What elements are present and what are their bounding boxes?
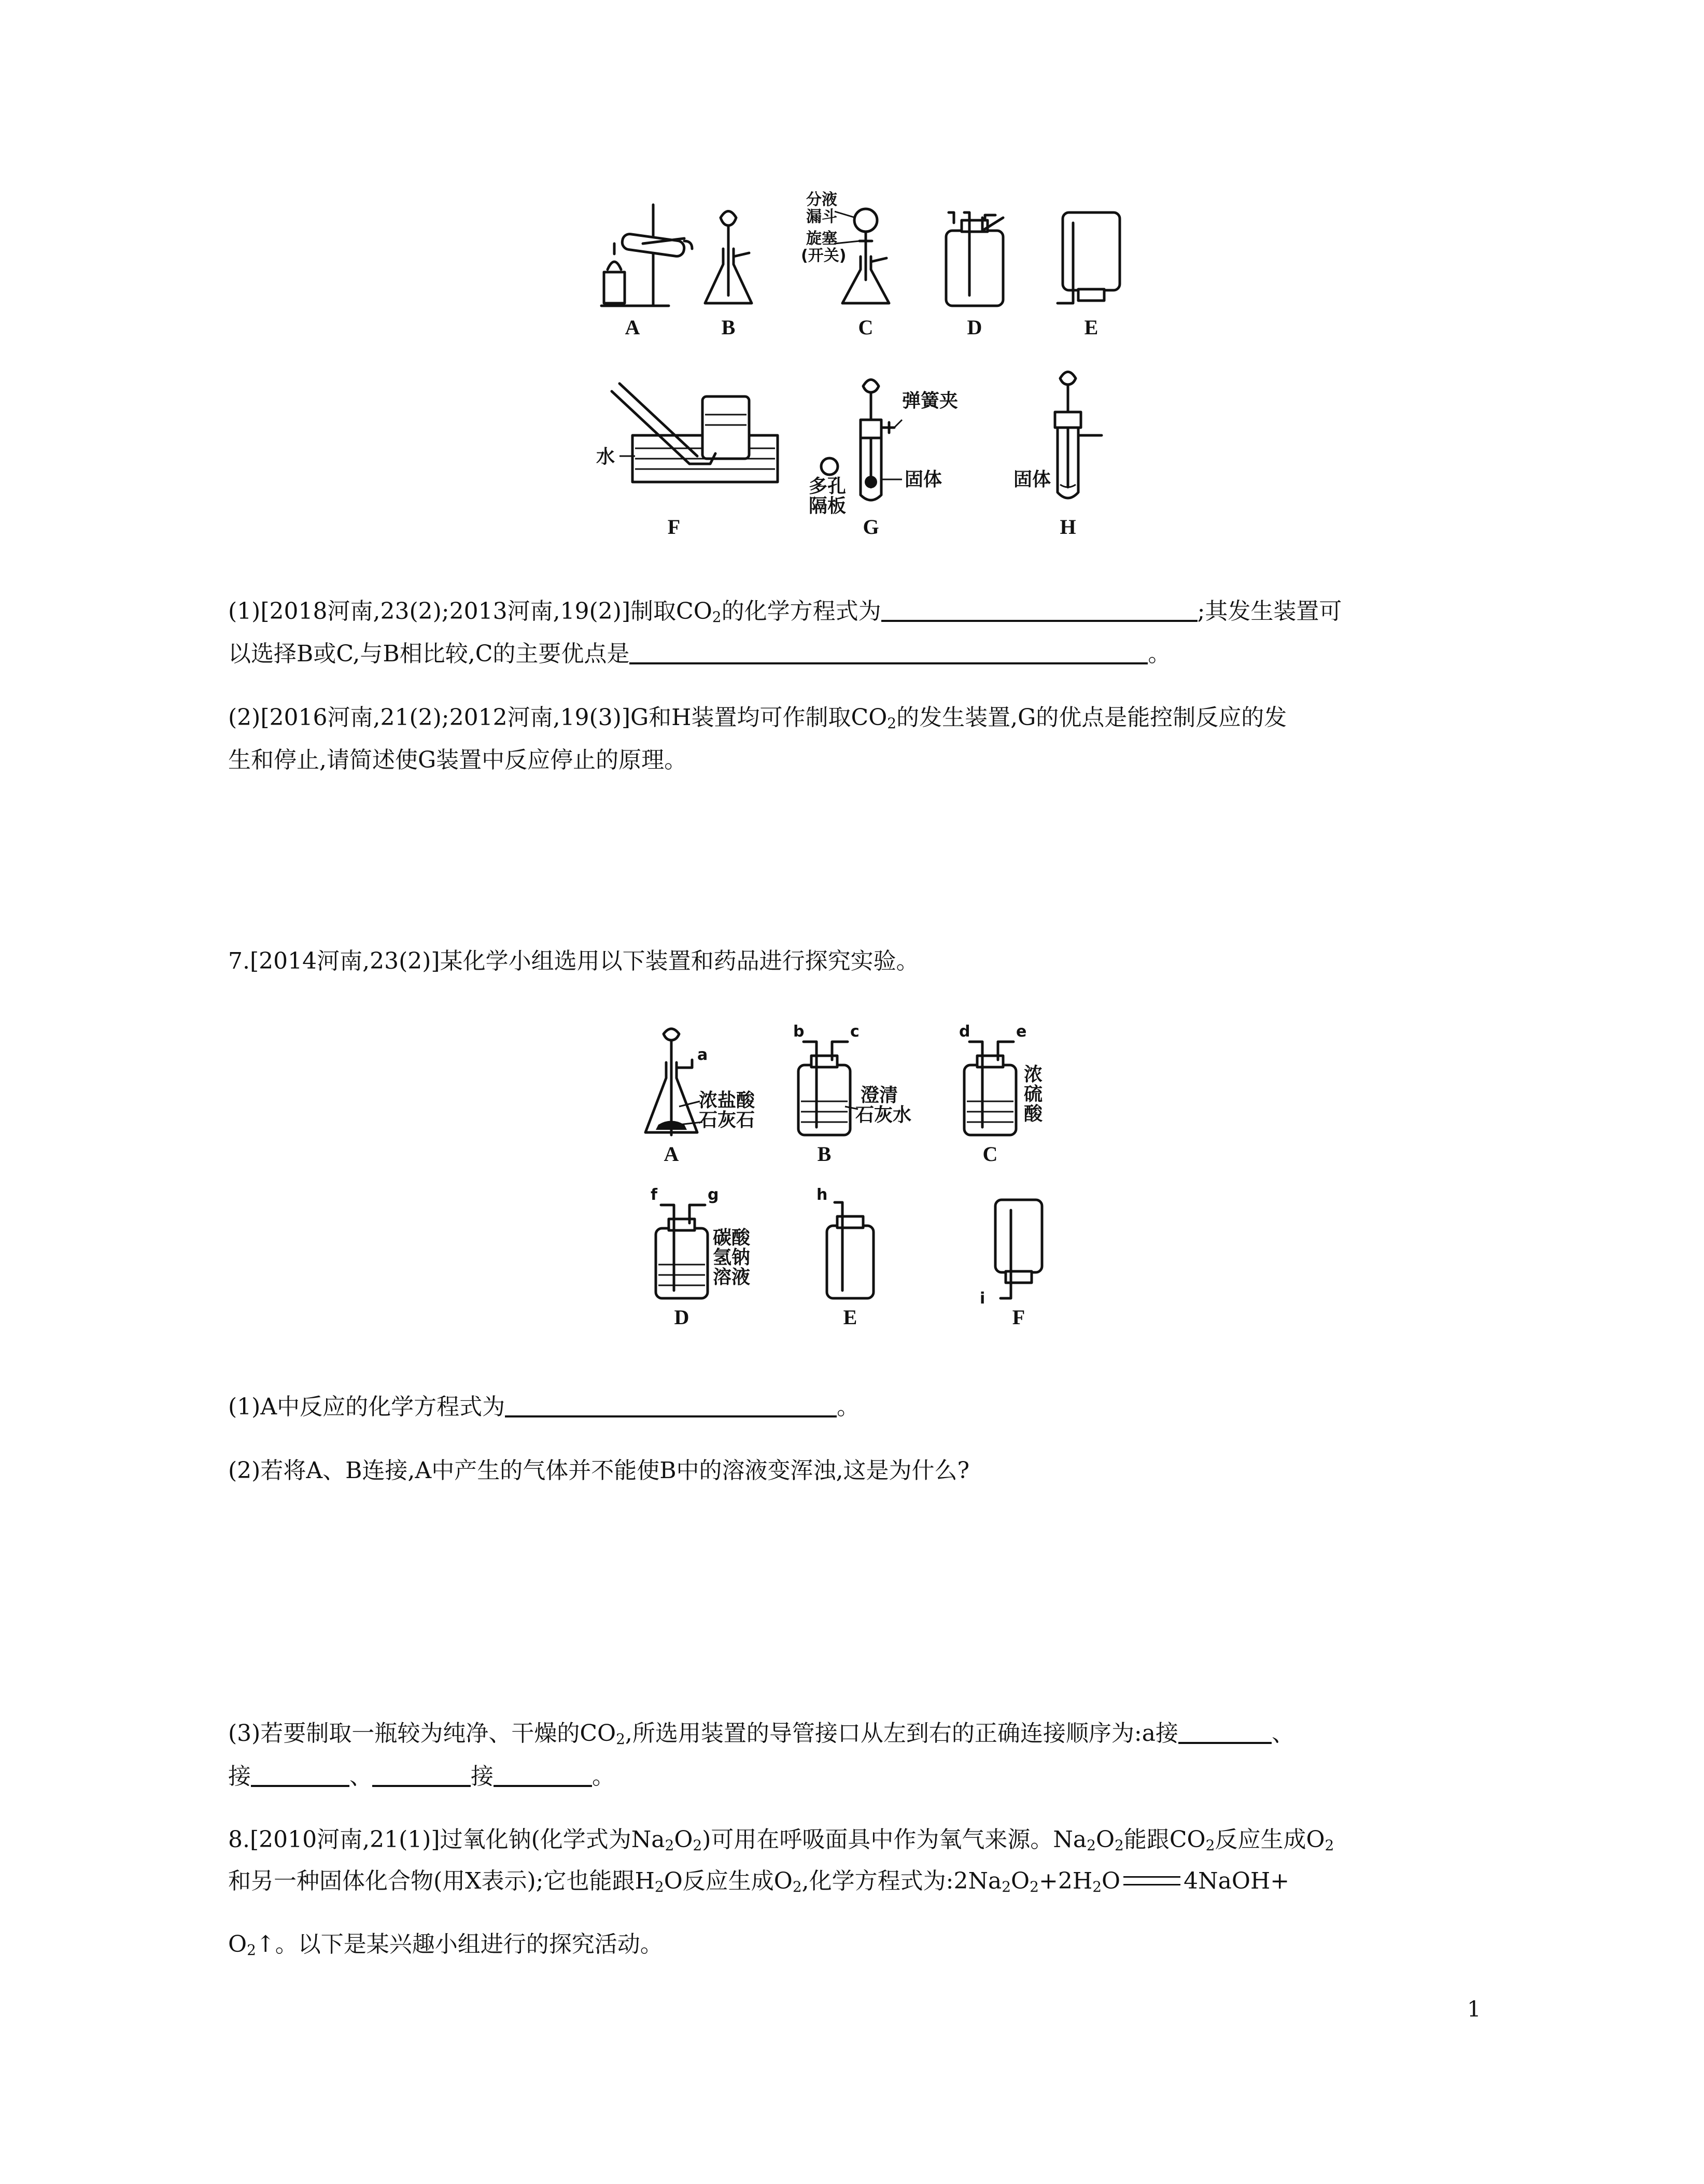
reagent-limewater-2: 石灰水 — [855, 1104, 912, 1126]
caption-b: B — [721, 316, 736, 339]
label-solid-h: 固体 — [1013, 469, 1051, 490]
reagent-hcl: 浓盐酸 — [699, 1090, 755, 1111]
reagent-h2so4-2: 硫 — [1024, 1084, 1043, 1105]
q7-apparatus-c — [959, 1023, 1043, 1166]
q8-line2: 和另一种固体化合物(用X表示);它也能跟$H_2O$反应生成$O_2$,化学方程式为$:2Na_2O_2+2H_2O$ 4NaOH+ — [228, 1868, 1290, 1895]
q8-line1: 8.[2010河南,21(1)]过氧化钠(化学式为$Na_2O_2$)可用在呼吸面具中作为氧气来源。$Na_2O_2$能跟$CO_2$反应生成$O_2$ — [228, 1826, 1334, 1854]
label-plate-1: 多孔 — [809, 476, 847, 497]
port-e: e — [1016, 1023, 1027, 1041]
apparatus-c — [801, 191, 889, 339]
apparatus-e — [1058, 212, 1120, 339]
q6-part1-line2: 以选择B或C,与B相比较,C的主要优点是 。 — [228, 641, 1171, 667]
caption-c: C — [858, 316, 874, 339]
caption-f: F — [667, 515, 681, 538]
reagent-limestone: 石灰石 — [699, 1110, 755, 1131]
caption-d: D — [967, 316, 982, 339]
label-stopcock-2: (开关) — [801, 247, 847, 265]
apparatus-f — [596, 384, 778, 538]
port-a: a — [697, 1046, 708, 1064]
q6-part2-line2: 生和停止,请简述使G装置中反应停止的原理。 — [228, 747, 687, 773]
apparatus-h — [1013, 372, 1102, 539]
q7-caption-a: A — [664, 1142, 679, 1166]
label-plate-2: 隔板 — [809, 495, 847, 517]
q6-answer-blank-2[interactable] — [629, 640, 1148, 664]
port-d: d — [959, 1023, 970, 1041]
reagent-nahco3-3: 溶液 — [713, 1267, 751, 1288]
q8-line3: $O_2↑$。以下是某兴趣小组进行的探究活动。 — [228, 1931, 663, 1959]
q7-caption-e: E — [843, 1306, 857, 1329]
q7-apparatus-e — [816, 1186, 874, 1329]
q6-part1-line1: (1)[2018河南,23(2);2013河南,19(2)]制取$CO_2$的化学方程式为 ;其发生装置可 — [228, 598, 1342, 626]
q6-part2-line1: (2)[2016河南,21(2);2012河南,19(3)]G和H装置均可作制取$CO_2$的发生装置,G的优点是能控制反应的发 — [228, 704, 1287, 732]
caption-a: A — [625, 316, 640, 339]
reagent-nahco3-2: 氢钠 — [713, 1247, 751, 1268]
q7-intro: 7.[2014河南,23(2)]某化学小组选用以下装置和药品进行探究实验。 — [228, 948, 919, 974]
q7-apparatus-f — [980, 1200, 1042, 1329]
q7-caption-f: F — [1012, 1306, 1025, 1329]
q7-answer-blank-1[interactable] — [505, 1393, 837, 1417]
label-stopcock-1: 旋塞 — [806, 230, 837, 248]
caption-e: E — [1084, 316, 1099, 339]
caption-g: G — [863, 515, 879, 538]
port-g: g — [708, 1186, 719, 1204]
label-funnel-2: 漏斗 — [806, 208, 837, 226]
label-solid-g: 固体 — [905, 469, 942, 490]
port-c: c — [850, 1023, 860, 1041]
reagent-h2so4-1: 浓 — [1024, 1064, 1043, 1085]
q6-answer-blank-1[interactable] — [881, 597, 1198, 622]
q7-apparatus-b — [793, 1023, 911, 1166]
label-water: 水 — [596, 446, 615, 467]
reagent-h2so4-3: 酸 — [1024, 1103, 1043, 1125]
page-number: 1 — [1467, 1996, 1481, 2022]
port-i: i — [980, 1289, 985, 1308]
q7-part3-line2: 接 、 接 。 — [228, 1763, 615, 1790]
port-f: f — [651, 1186, 658, 1204]
q7-caption-c: C — [982, 1142, 998, 1166]
apparatus-figure-2 — [638, 1024, 1094, 1347]
q7-apparatus-d — [651, 1186, 751, 1329]
label-funnel-1: 分液 — [806, 191, 837, 209]
q7-part3-line1: (3)若要制取一瓶较为纯净、干燥的$CO_2$,所选用装置的导管接口从左到右的正确连接顺序为:a接 、 — [228, 1720, 1294, 1748]
apparatus-a — [601, 205, 692, 339]
apparatus-figure-1 — [591, 192, 1161, 557]
port-h: h — [816, 1186, 828, 1204]
port-b: b — [793, 1023, 805, 1041]
label-spring-clip: 弹簧夹 — [902, 390, 959, 412]
q7-apparatus-a — [645, 1029, 755, 1166]
reagent-limewater-1: 澄清 — [861, 1085, 898, 1106]
equals-sign — [1123, 1876, 1180, 1885]
q7-caption-b: B — [817, 1142, 832, 1166]
q7-part1: (1)A中反应的化学方程式为 。 — [228, 1394, 860, 1420]
q7-answer-blank-3[interactable] — [251, 1762, 349, 1787]
reagent-nahco3-1: 碳酸 — [713, 1227, 751, 1249]
apparatus-d — [946, 212, 1003, 339]
q7-answer-blank-2[interactable] — [1178, 1719, 1272, 1744]
q7-answer-blank-5[interactable] — [494, 1762, 592, 1787]
q7-part2: (2)若将A、B连接,A中产生的气体并不能使B中的溶液变浑浊,这是为什么? — [228, 1457, 970, 1484]
q7-answer-blank-4[interactable] — [372, 1762, 471, 1787]
caption-h: H — [1060, 515, 1076, 538]
q7-caption-d: D — [674, 1306, 689, 1329]
apparatus-g — [809, 380, 958, 539]
apparatus-b — [705, 211, 752, 339]
